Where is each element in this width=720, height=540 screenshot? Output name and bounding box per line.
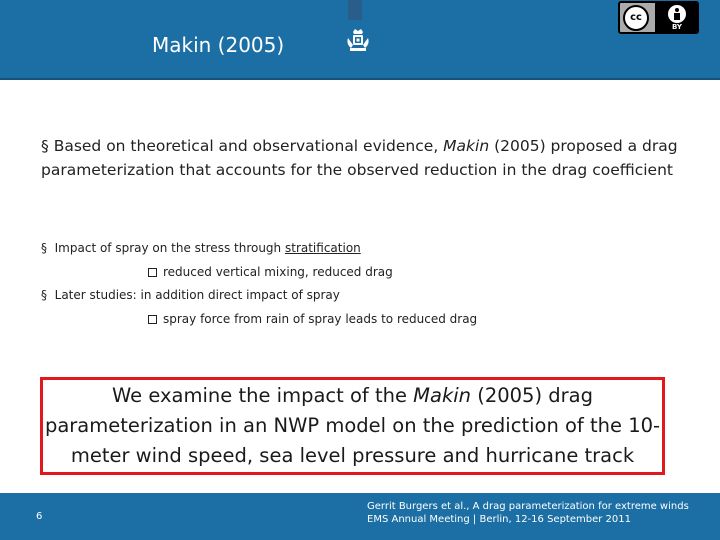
cc-icon: cc [623, 5, 649, 31]
bullet-marker: § [41, 241, 47, 255]
main-text-pre: Based on theoretical and observational evidence, [53, 137, 444, 155]
footer-line-2: EMS Annual Meeting | Berlin, 12-16 September 2011 [367, 514, 631, 525]
sub-bullet-detail-text: reduced vertical mixing, reduced drag [163, 264, 393, 279]
footer-bar [0, 493, 720, 540]
callout-text-italic: Makin [413, 384, 472, 407]
callout-box [40, 377, 665, 475]
callout-text-pre: We examine the impact of the [112, 384, 414, 407]
bullet-marker: § [41, 137, 49, 155]
footer-line-1: Gerrit Burgers et al., A drag parameterization for extreme winds [367, 501, 689, 512]
checkbox-bullet-icon [148, 315, 157, 324]
sub-bullet-detail [41, 308, 681, 332]
sub-bullet-item [41, 237, 681, 261]
royal-coat-of-arms-icon [344, 28, 372, 56]
slide-number: 6 [36, 511, 43, 522]
sub-bullet-detail-text: spray force from rain of spray leads to reduced drag [163, 311, 478, 326]
cc-by-license-badge[interactable] [618, 1, 699, 34]
emblem-ribbon [348, 0, 362, 20]
sub-bullet-text: Later studies: in addition direct impact of spray [54, 288, 340, 302]
sub-bullet-list [41, 237, 681, 331]
sub-bullet-item [41, 284, 681, 308]
main-text-post: (2005) proposed a drag parameterization that accounts for the observed reduction in the drag coefficient [41, 137, 678, 179]
callout-text-post: (2005) drag parameterization in an NWP model on the prediction of the 10-meter wind speed, sea level pressure and hurricane track [44, 384, 661, 467]
main-text-italic: Makin [443, 137, 490, 155]
checkbox-bullet-icon [148, 268, 157, 277]
header-divider [0, 78, 720, 80]
footer-citation [367, 500, 689, 526]
by-panel [655, 3, 699, 32]
bullet-marker: § [41, 288, 47, 302]
sub-bullet-text: Impact of spray on the stress through [54, 241, 285, 255]
attribution-person-icon [668, 5, 686, 23]
header-bar [0, 0, 720, 80]
callout-text [43, 381, 662, 471]
slide-title: Makin (2005) [152, 33, 285, 57]
sub-bullet-detail [41, 261, 681, 285]
sub-bullet-underlined: stratification [284, 241, 361, 255]
by-label: BY [671, 23, 683, 31]
main-paragraph [41, 134, 681, 182]
